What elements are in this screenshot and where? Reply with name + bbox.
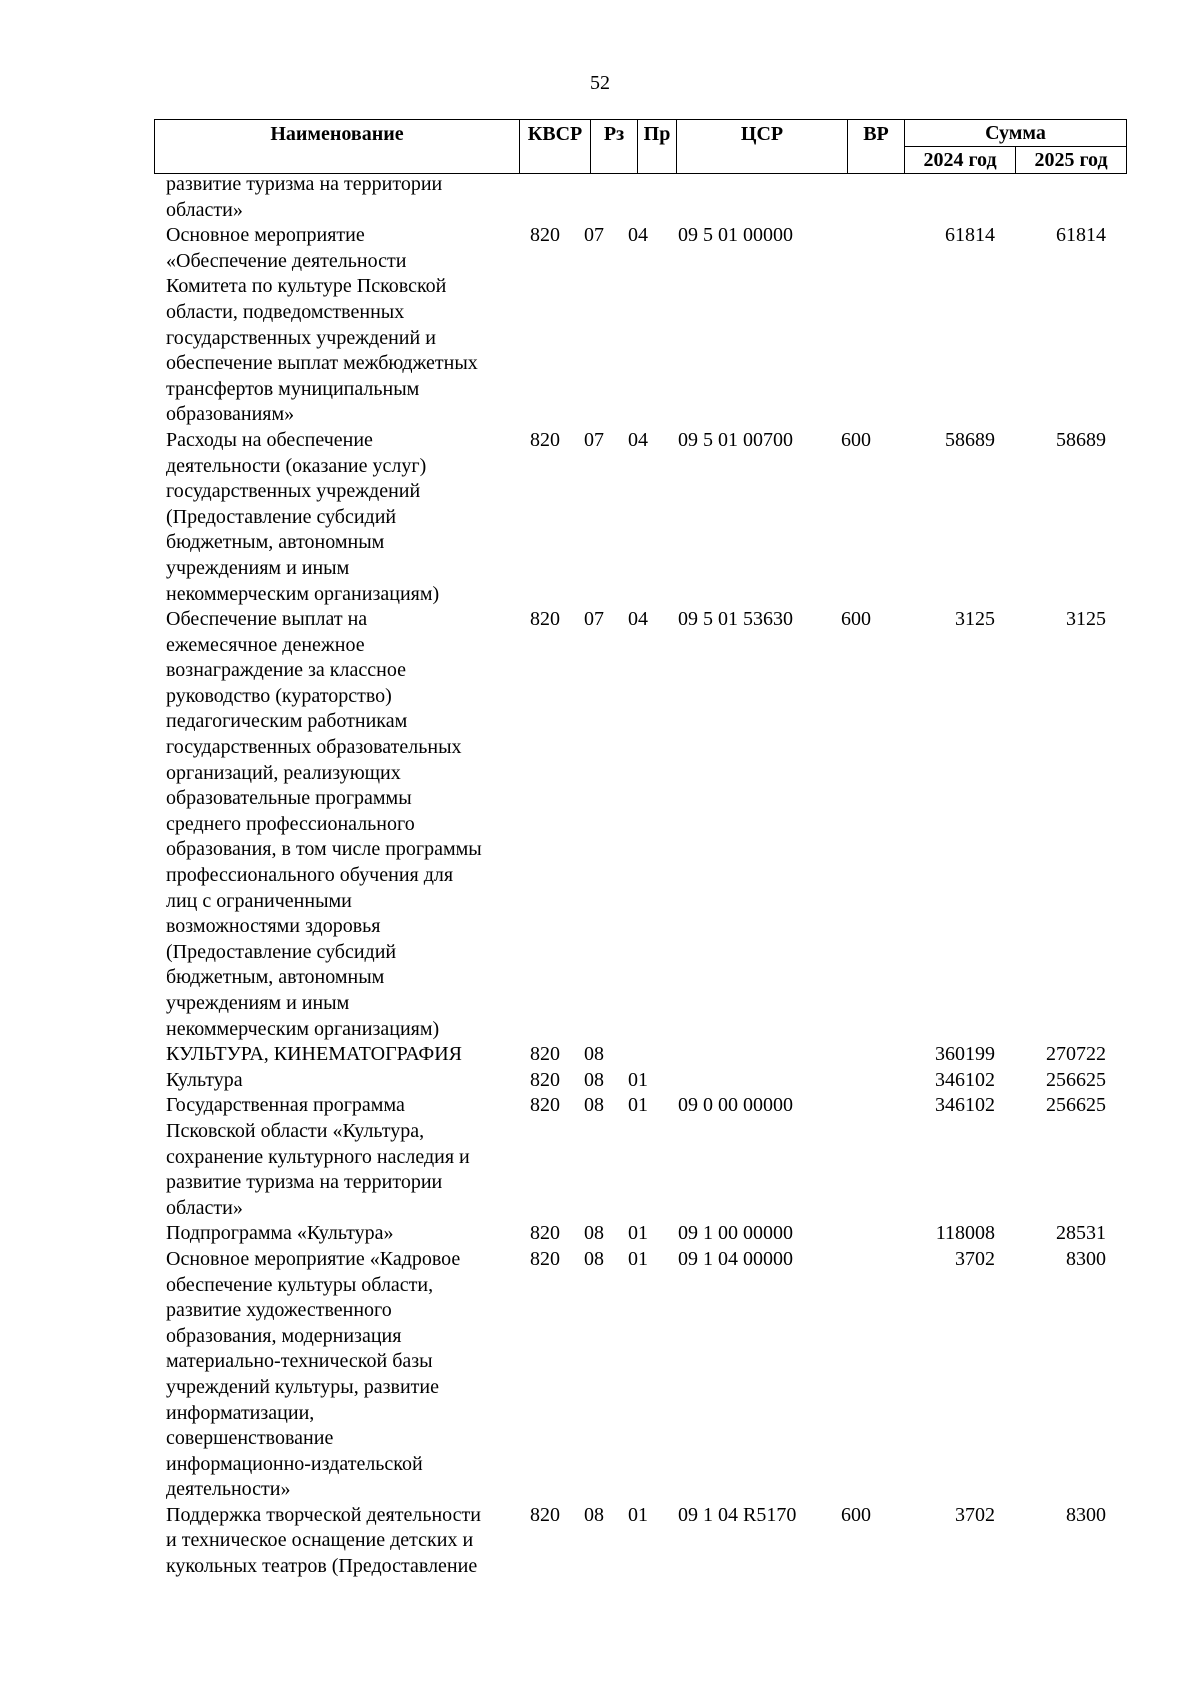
row-name: Основное мероприятие «Обеспечение деятельности Комитета по культуре Псковской области, подведомственных государственных учреждений и обеспечение выплат межбюджетных трансфертов муниципальным образованиям»	[166, 224, 478, 426]
row-name: Поддержка творческой деятельности и техническое оснащение детских и кукольных театров (Предоставление	[166, 1503, 481, 1578]
row-vr: 600	[841, 428, 871, 451]
row-kvsr: 820	[530, 224, 560, 247]
row-sum-2025: 61814	[1056, 224, 1106, 247]
row-csr: 09 5 01 53630	[678, 608, 793, 631]
row-sum-2024: 346102	[935, 1068, 995, 1091]
row-csr: 09 5 01 00700	[678, 428, 793, 451]
row-sum-2024: 3125	[955, 608, 995, 631]
row-name: Подпрограмма «Культура»	[166, 1222, 394, 1245]
row-kvsr: 820	[530, 1043, 560, 1066]
row-kvsr: 820	[530, 1503, 560, 1526]
table-row	[166, 1503, 1106, 1580]
row-vr: 600	[841, 1503, 871, 1526]
row-csr: 09 5 01 00000	[678, 224, 793, 247]
row-sum-2024: 3702	[955, 1247, 995, 1270]
header-2025: 2025 год	[1016, 147, 1127, 174]
table-row	[166, 1068, 1106, 1094]
row-sum-2024: 3702	[955, 1503, 995, 1526]
row-sum-2024: 346102	[935, 1094, 995, 1117]
page-number: 52	[590, 72, 610, 94]
row-pr: 01	[628, 1222, 648, 1245]
row-name: развитие туризма на территории области»	[166, 173, 443, 221]
row-kvsr: 820	[530, 608, 560, 631]
row-rz: 07	[584, 428, 604, 451]
header-sum: Сумма	[905, 120, 1127, 147]
header-name: Наименование	[155, 120, 520, 174]
row-name: Основное мероприятие «Кадровое обеспечение культуры области, развитие художественного образования, модернизация материально-технической базы учреждений культуры, развитие информатизации, совершенствование информационно-издательской деятельности»	[166, 1247, 461, 1501]
row-sum-2024: 58689	[945, 428, 995, 451]
row-rz: 07	[584, 224, 604, 247]
row-kvsr: 820	[530, 1094, 560, 1117]
table-row	[166, 1042, 1106, 1068]
row-sum-2025: 270722	[1046, 1043, 1106, 1066]
table-row	[166, 1221, 1106, 1247]
row-pr: 04	[628, 428, 648, 451]
row-name: КУЛЬТУРА, КИНЕМАТОГРАФИЯ	[166, 1043, 462, 1066]
row-sum-2024: 118008	[935, 1222, 995, 1245]
header-pr: Пр	[638, 120, 677, 174]
row-sum-2025: 8300	[1066, 1503, 1106, 1526]
row-vr: 600	[841, 608, 871, 631]
row-name: Государственная программа Псковской области «Культура, сохранение культурного наследия и развитие туризма на территории области»	[166, 1094, 470, 1219]
row-sum-2025: 28531	[1056, 1222, 1106, 1245]
row-pr: 01	[628, 1503, 648, 1526]
row-name: Обеспечение выплат на ежемесячное денежное вознаграждение за классное руководство (кураторство) педагогическим работникам государственных образовательных организаций, реализующих образовательные программы среднего профессионального образования, в том числе программы профессионального обучения для лиц с ограниченными возможностями здоровья (Предоставление субсидий бюджетным, автономным учреждениям и иным некоммерческим организациям)	[166, 608, 482, 1040]
row-sum-2025: 58689	[1056, 428, 1106, 451]
table-row	[166, 428, 1106, 607]
row-sum-2025: 8300	[1066, 1247, 1106, 1270]
table-row	[166, 1247, 1106, 1503]
row-pr: 01	[628, 1068, 648, 1091]
row-csr: 09 1 00 00000	[678, 1222, 793, 1245]
row-sum-2024: 360199	[935, 1043, 995, 1066]
table-row	[166, 223, 1106, 428]
row-kvsr: 820	[530, 1068, 560, 1091]
row-csr: 09 1 04 00000	[678, 1247, 793, 1270]
row-sum-2025: 256625	[1046, 1094, 1106, 1117]
row-csr: 09 1 04 R5170	[678, 1503, 797, 1526]
table-header	[154, 119, 1127, 174]
row-name: Расходы на обеспечение деятельности (оказание услуг) государственных учреждений (Предоставление субсидий бюджетным, автономным учреждениям и иным некоммерческим организациям)	[166, 428, 440, 605]
header-kvsr: КВСР	[520, 120, 591, 174]
header-vr: ВР	[848, 120, 905, 174]
row-pr: 04	[628, 608, 648, 631]
row-sum-2025: 256625	[1046, 1068, 1106, 1091]
table-row	[166, 1093, 1106, 1221]
header-csr: ЦСР	[677, 120, 848, 174]
header-rz: Рз	[591, 120, 638, 174]
row-kvsr: 820	[530, 428, 560, 451]
row-rz: 07	[584, 608, 604, 631]
row-kvsr: 820	[530, 1222, 560, 1245]
row-rz: 08	[584, 1043, 604, 1066]
row-pr: 01	[628, 1094, 648, 1117]
table-body	[166, 172, 1106, 1580]
row-rz: 08	[584, 1247, 604, 1270]
header-2024: 2024 год	[905, 147, 1016, 174]
table-row	[166, 172, 1106, 223]
row-sum-2025: 3125	[1066, 608, 1106, 631]
row-pr: 01	[628, 1247, 648, 1270]
row-csr: 09 0 00 00000	[678, 1094, 793, 1117]
row-sum-2024: 61814	[945, 224, 995, 247]
row-kvsr: 820	[530, 1247, 560, 1270]
row-rz: 08	[584, 1068, 604, 1091]
row-rz: 08	[584, 1503, 604, 1526]
row-name: Культура	[166, 1068, 243, 1091]
row-rz: 08	[584, 1094, 604, 1117]
row-pr: 04	[628, 224, 648, 247]
table-row	[166, 607, 1106, 1042]
row-rz: 08	[584, 1222, 604, 1245]
